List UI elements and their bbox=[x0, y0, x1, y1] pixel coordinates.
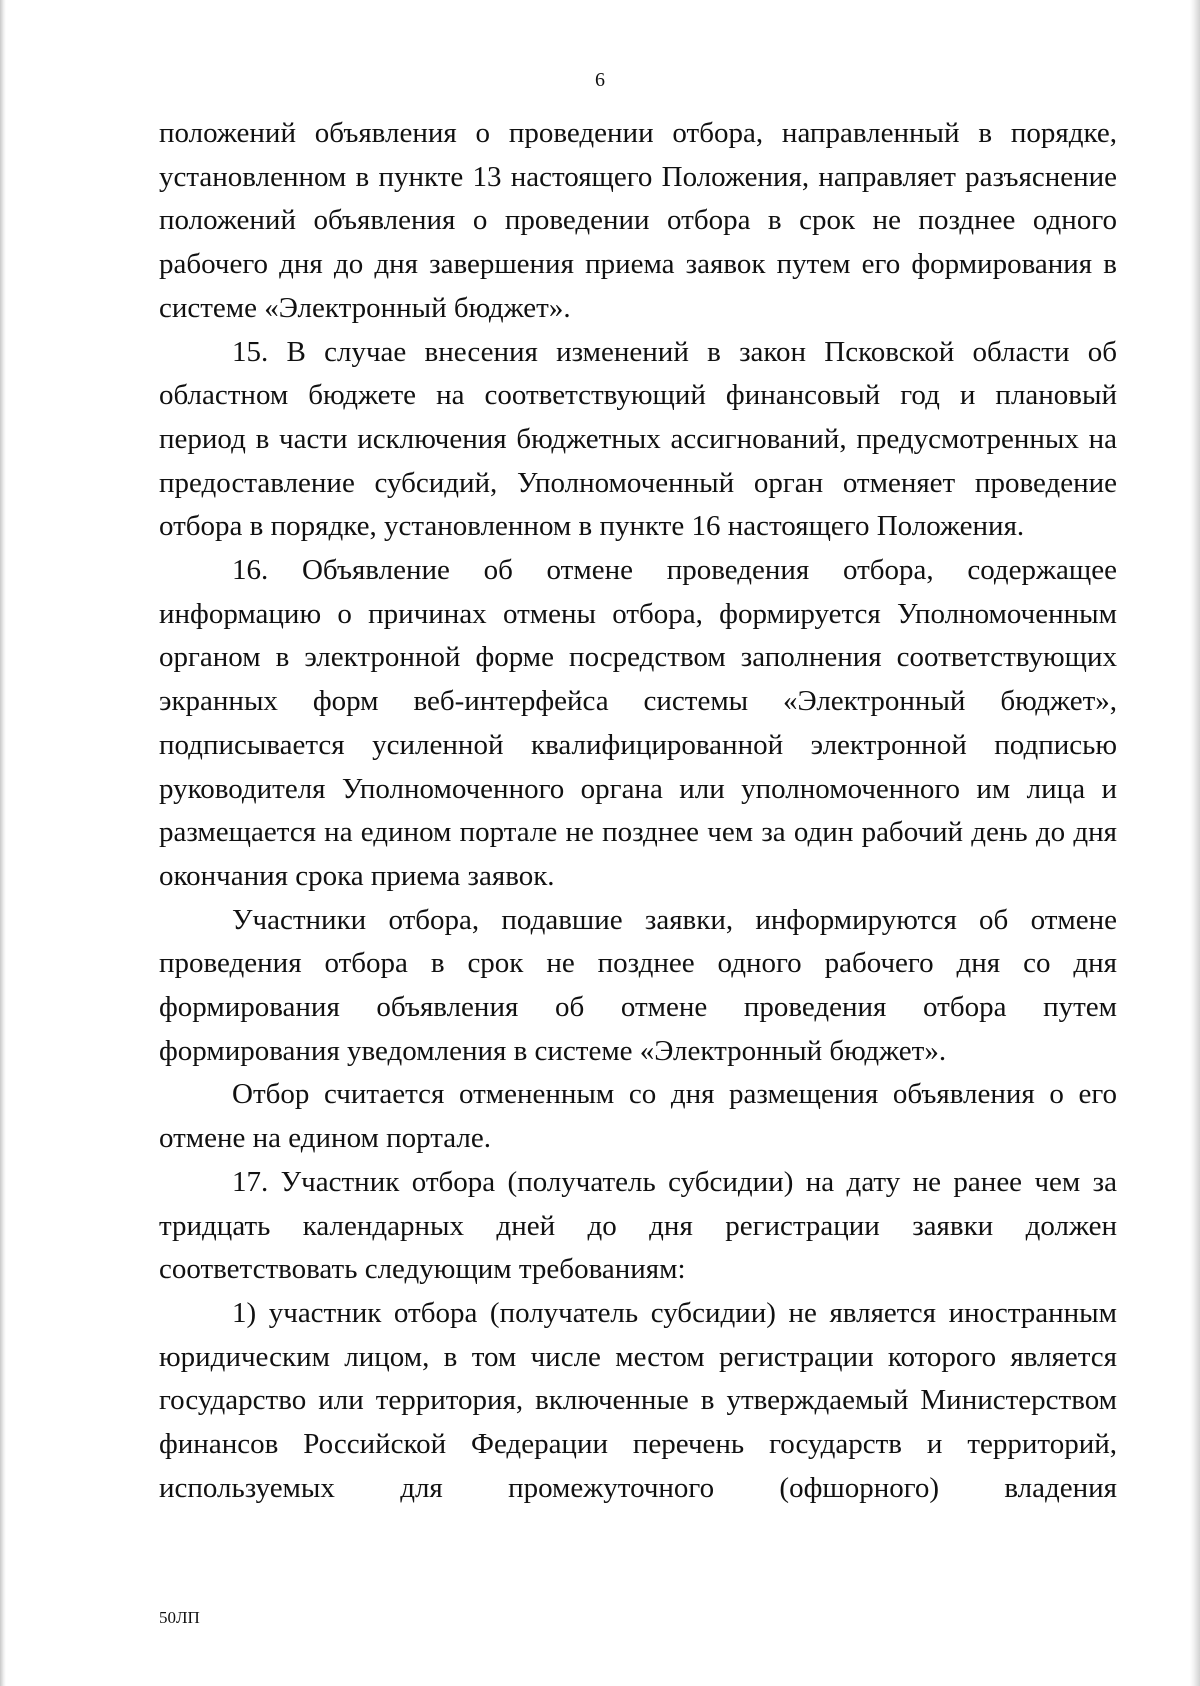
page-number: 6 bbox=[595, 69, 605, 91]
footer-document-code: 50ЛП bbox=[159, 1608, 200, 1627]
scan-edge-left bbox=[0, 0, 6, 1686]
paragraph-selection-cancelled: Отбор считается отмененным со дня размещения объявления о его отмене на едином портале. bbox=[159, 1078, 1117, 1155]
paragraph-participants-informed: Участники отбора, подавшие заявки, информируются об отмене проведения отбора в срок не позднее одного рабочего дня со дня формирования объявления об отмене проведения отбора путем формирования уведомления в системе «Электронный бюджет». bbox=[159, 903, 1117, 1067]
paragraph-continuation: положений объявления о проведении отбора, направленный в порядке, установленном в пункте 13 настоящего Положения, направляет разъяснение положений объявления о проведении отбора в срок не позднее одного рабочего дня до дня завершения приема заявок путем его формирования в системе «Электронный бюджет». bbox=[159, 117, 1117, 324]
paragraph-item-17: 17. Участник отбора (получатель субсидии) на дату не ранее чем за тридцать календарных дней до дня регистрации заявки должен соответствовать следующим требованиям: bbox=[159, 1165, 1117, 1286]
paragraph-requirement-1: 1) участник отбора (получатель субсидии) не является иностранным юридическим лицом, в том числе местом регистрации которого является государство или территория, включенные в утверждаемый Министерством финансов Российской Федерации перечень государств и территорий, используемых для промежуточного (офшорного) владения bbox=[159, 1296, 1117, 1504]
document-body bbox=[159, 112, 1117, 1511]
paragraph-item-15: 15. В случае внесения изменений в закон Псковской области об областном бюджете на соответствующий финансовый год и плановый период в части исключения бюджетных ассигнований, предусмотренных на предоставление субсидий, Уполномоченный орган отменяет проведение отбора в порядке, установленном в пункте 16 настоящего Положения. bbox=[159, 335, 1117, 543]
scan-edge-right bbox=[1190, 0, 1200, 1686]
paragraph-item-16: 16. Объявление об отмене проведения отбора, содержащее информацию о причинах отмены отбора, формируется Уполномоченным органом в электронной форме посредством заполнения соответствующих экранных форм веб-интерфейса системы «Электронный бюджет», подписывается усиленной квалифицированной электронной подписью руководителя Уполномоченного органа или уполномоченного им лица и размещается на едином портале не позднее чем за один рабочий день до дня окончания срока приема заявок. bbox=[159, 554, 1117, 892]
